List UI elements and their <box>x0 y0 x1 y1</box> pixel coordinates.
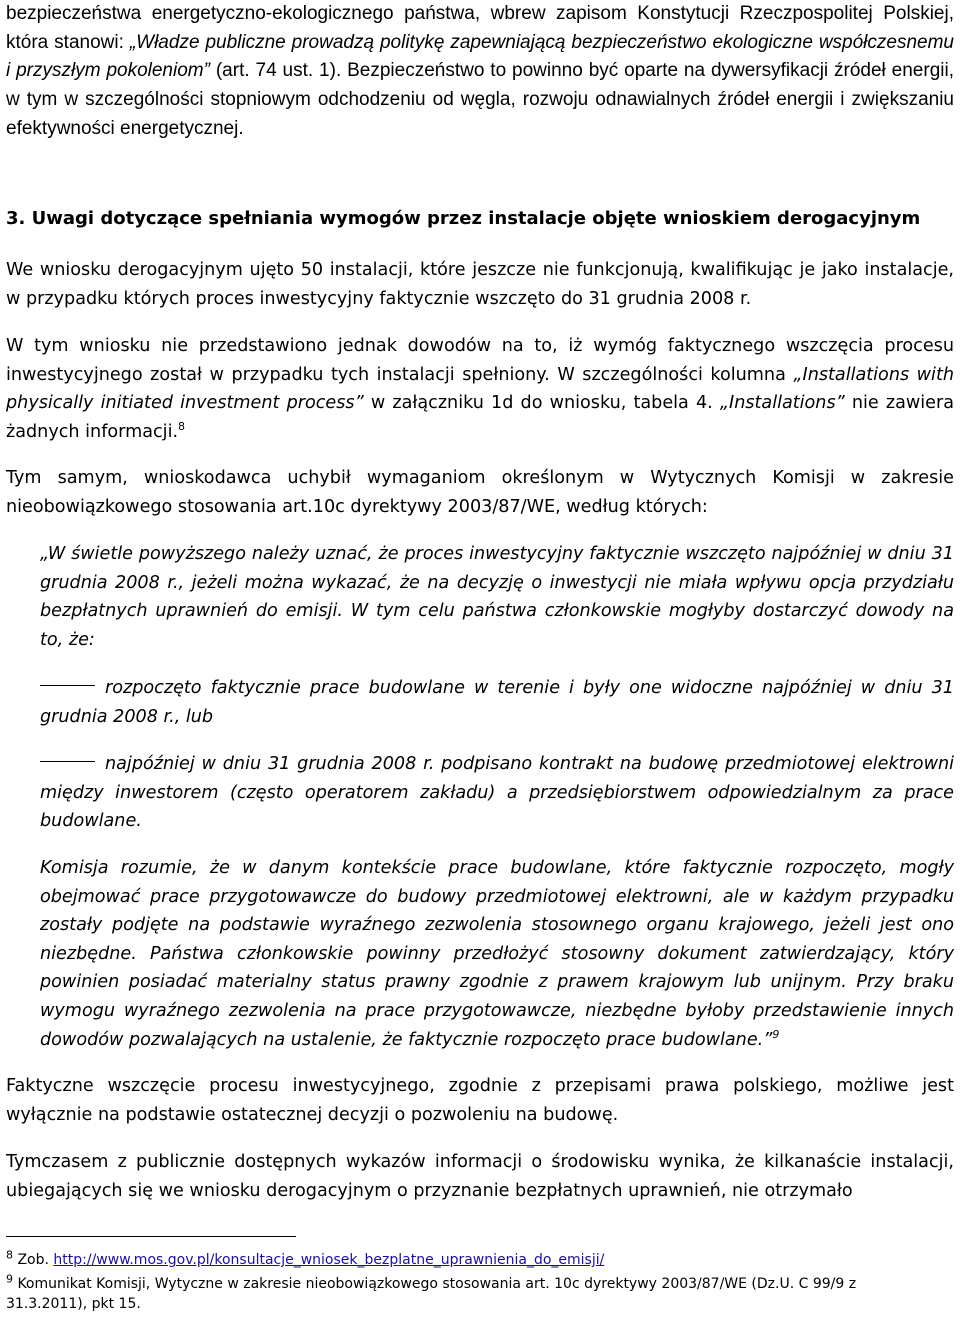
quote-2-text: Komisja rozumie, że w danym kontekście prace budowlane, które faktycznie rozpoczęto, mogły obejmować prace przygotowawcze do budowy przedmiotowej elektrowni, ale w każdym przypadku zostały podjęte na podstawie wyraźnego zezwolenia stosownego organu krajowego, jeżeli jest ono niezbędne. Państwa członkowskie powinny przedłożyć stosowny dokument zatwierdzający, który powinien posiadać materialny status prawny zgodnie z prawem krajowym lub unijnym. Przy braku wymogu wyraźnego zezwolenia na prace przygotowawcze, niezbędne byłoby przedstawienie innych dowodów pozwalających na ustalenie, że faktycznie rozpoczęto prace budowlane.” <box>40 858 954 1050</box>
quote-paragraph-2 <box>40 854 954 1054</box>
footnote-8-text: Zob. <box>17 1252 54 1268</box>
p2-text: W tym wniosku nie przedstawiono jednak dowodów na to, iż wymóg faktycznego wszczęcia procesu inwestycyjnego został w przypadku tych instalacji spełniony. W szczególności kolumna <box>6 336 954 385</box>
intro-text: bezpieczeństwa energetyczno-ekologicznego państwa, wbrew zapisom Konstytucji Rzeczpospolitej Polskiej, która stanowi: <box>6 3 954 53</box>
table-name: „Installations” <box>719 393 845 414</box>
dash-marker <box>40 685 95 686</box>
footnote-divider <box>6 1236 296 1237</box>
p2-text-end: nie zawiera żadnych informacji. <box>6 393 955 442</box>
intro-text-cont: (art. 74 ust. 1). Bezpieczeństwo to powinno być oparte na dywersyfikacji źródeł energii, w tym w szczególności stopniowym odchodzeniu od węgla, rozwoju odnawialnych źródeł energii i zwiększaniu efektywności energetycznej. <box>6 60 954 139</box>
bullet-2-text: najpóźniej w dniu 31 grudnia 2008 r. podpisano kontrakt na budowę przedmiotowej elektrowni między inwestorem (często operatorem zakładu) a przedsiębiorstwem odpowiedzialnym za prace budowlane. <box>40 754 954 832</box>
dash-marker <box>40 761 95 762</box>
quote-paragraph-1: „W świetle powyższego należy uznać, że proces inwestycyjny faktycznie wszczęto najpóźniej w dniu 31 grudnia 2008 r., jeżeli można wykazać, że na decyzję o inwestycji nie miała wpływu opcja przydziału bezpłatnych uprawnień do emisji. W tym celu państwa członkowskie mogłyby dostarczyć dowody na to, że: <box>40 544 954 650</box>
footnote-ref-8[interactable]: 8 <box>178 419 186 433</box>
quote-bullet-2 <box>40 750 954 836</box>
intro-paragraph <box>6 0 954 144</box>
paragraph-tymczasem: Tymczasem z publicznie dostępnych wykazów informacji o środowisku wynika, że kilkanaście instalacji, ubiegających się we wniosku derogacyjnym o przyznanie bezpłatnych uprawnień, nie otrzymało <box>6 1152 954 1201</box>
footnote-8-link[interactable]: http://www.mos.gov.pl/konsultacje_wniosek_bezplatne_uprawnienia_do_emisji/ <box>53 1252 605 1268</box>
paragraph-instalacje: We wniosku derogacyjnym ujęto 50 instalacji, które jeszcze nie funkcjonują, kwalifikując je jako instalacje, w przypadku których proces inwestycyjny faktycznie wszczęto do 31 grudnia 2008 r. <box>6 260 954 309</box>
footnote-8-number: 8 <box>6 1248 13 1262</box>
footnote-8 <box>6 1250 900 1270</box>
section-heading: 3. Uwagi dotyczące spełniania wymogów przez instalacje objęte wnioskiem derogacyjnym <box>6 208 921 229</box>
paragraph-wytyczne: Tym samym, wnioskodawca uchybił wymaganiom określonym w Wytycznych Komisji w zakresie nieobowiązkowego stosowania art.10c dyrektywy 2003/87/WE, według których: <box>6 468 954 517</box>
footnote-9-number: 9 <box>6 1272 13 1286</box>
paragraph-dowody <box>6 332 954 446</box>
constitution-quote: „Władze publiczne prowadzą politykę zapewniającą bezpieczeństwo ekologiczne współczesnemu i przyszłym pokoleniom” <box>6 31 954 82</box>
footnote-ref-9[interactable]: 9 <box>772 1027 780 1041</box>
footnote-9 <box>6 1274 900 1314</box>
paragraph-pozwolenie: Faktyczne wszczęcie procesu inwestycyjnego, zgodnie z przepisami prawa polskiego, możliwe jest wyłącznie na podstawie ostatecznej decyzji o pozwoleniu na budowę. <box>6 1076 954 1125</box>
p2-text-cont: w załączniku 1d do wniosku, tabela 4. <box>363 393 720 414</box>
bullet-1-text: rozpoczęto faktycznie prace budowlane w terenie i były one widoczne najpóźniej w dniu 31 grudnia 2008 r., lub <box>40 678 954 727</box>
quote-bullet-1 <box>40 674 954 731</box>
footnote-9-text: Komunikat Komisji, Wytyczne w zakresie nieobowiązkowego stosowania art. 10c dyrektywy 2003/87/WE (Dz.U. C 99/9 z 31.3.2011), pkt 15. <box>6 1276 857 1312</box>
column-name: „Installations with physically initiated investment process” <box>6 364 954 414</box>
